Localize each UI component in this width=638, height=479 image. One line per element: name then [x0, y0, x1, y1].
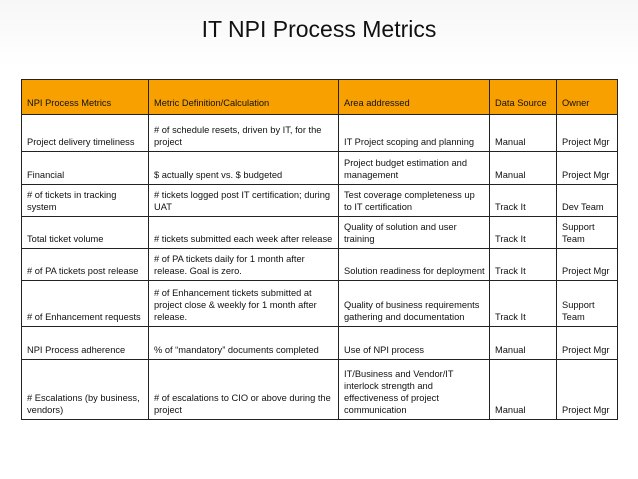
- table-row: [22, 115, 618, 152]
- cell-metric: Financial: [22, 152, 149, 185]
- cell-area: Solution readiness for deployment: [339, 249, 490, 281]
- cell-source: Track It: [490, 217, 557, 249]
- cell-source: Manual: [490, 327, 557, 360]
- cell-definition: # of schedule resets, driven by IT, for the project: [149, 115, 339, 152]
- header-metric-definition: Metric Definition/Calculation: [149, 80, 339, 115]
- cell-metric: # of PA tickets post release: [22, 249, 149, 281]
- cell-owner: Project Mgr: [557, 360, 618, 420]
- cell-definition: # tickets logged post IT certification; during UAT: [149, 185, 339, 217]
- cell-definition: # of Enhancement tickets submitted at project close & weekly for 1 month after release.: [149, 281, 339, 327]
- table-row: [22, 281, 618, 327]
- cell-definition: # tickets submitted each week after release: [149, 217, 339, 249]
- cell-source: Track It: [490, 249, 557, 281]
- cell-area: Project budget estimation and management: [339, 152, 490, 185]
- table-row: [22, 152, 618, 185]
- cell-area: IT Project scoping and planning: [339, 115, 490, 152]
- cell-owner: Support Team: [557, 217, 618, 249]
- table-row: [22, 360, 618, 420]
- cell-owner: Project Mgr: [557, 249, 618, 281]
- table-row: [22, 327, 618, 360]
- metrics-table: [21, 79, 618, 420]
- cell-owner: Dev Team: [557, 185, 618, 217]
- cell-source: Track It: [490, 185, 557, 217]
- cell-metric: # of tickets in tracking system: [22, 185, 149, 217]
- cell-source: Track It: [490, 281, 557, 327]
- header-npi-process-metrics: NPI Process Metrics: [22, 80, 149, 115]
- cell-area: Quality of solution and user training: [339, 217, 490, 249]
- cell-metric: # Escalations (by business, vendors): [22, 360, 149, 420]
- cell-source: Manual: [490, 360, 557, 420]
- cell-owner: Support Team: [557, 281, 618, 327]
- cell-metric: Project delivery timeliness: [22, 115, 149, 152]
- table-header-row: [22, 80, 618, 115]
- cell-metric: # of Enhancement requests: [22, 281, 149, 327]
- table-row: [22, 185, 618, 217]
- cell-source: Manual: [490, 152, 557, 185]
- cell-area: Test coverage completeness up to IT certification: [339, 185, 490, 217]
- cell-owner: Project Mgr: [557, 327, 618, 360]
- header-owner: Owner: [557, 80, 618, 115]
- cell-area: Quality of business requirements gathering and documentation: [339, 281, 490, 327]
- cell-definition: % of “mandatory” documents completed: [149, 327, 339, 360]
- cell-metric: NPI Process adherence: [22, 327, 149, 360]
- cell-metric: Total ticket volume: [22, 217, 149, 249]
- cell-source: Manual: [490, 115, 557, 152]
- cell-area: IT/Business and Vendor/IT interlock strength and effectiveness of project communication: [339, 360, 490, 420]
- slide-title: IT NPI Process Metrics: [201, 16, 437, 42]
- cell-area: Use of NPI process: [339, 327, 490, 360]
- cell-owner: Project Mgr: [557, 115, 618, 152]
- table-row: [22, 217, 618, 249]
- cell-definition: # of PA tickets daily for 1 month after release. Goal is zero.: [149, 249, 339, 281]
- header-data-source: Data Source: [490, 80, 557, 115]
- cell-owner: Project Mgr: [557, 152, 618, 185]
- cell-definition: # of escalations to CIO or above during the project: [149, 360, 339, 420]
- cell-definition: $ actually spent vs. $ budgeted: [149, 152, 339, 185]
- table-row: [22, 249, 618, 281]
- header-area-addressed: Area addressed: [339, 80, 490, 115]
